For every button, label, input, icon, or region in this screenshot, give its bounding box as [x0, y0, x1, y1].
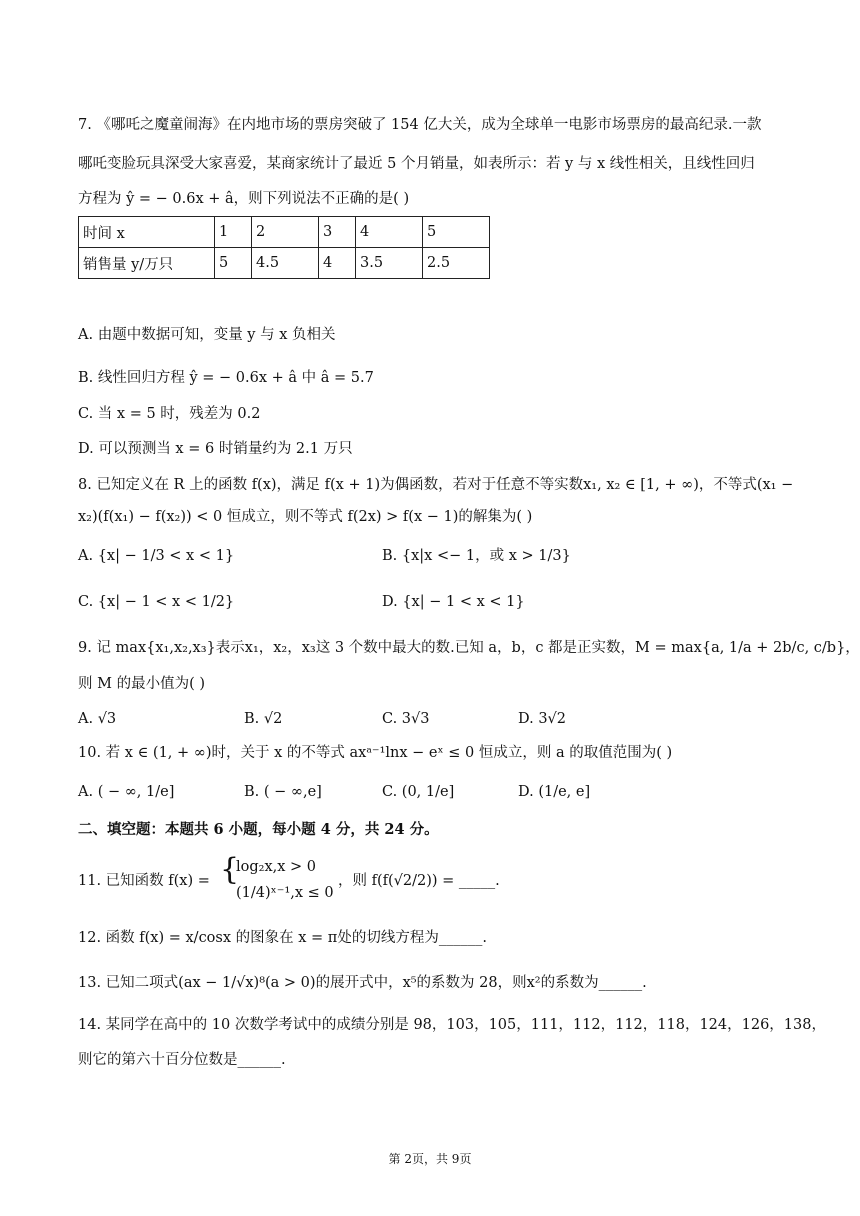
q7-option-a: A. 由题中数据可知，变量 y 与 x 负相关 [78, 327, 336, 343]
table-cell: 1 [215, 217, 252, 248]
q9-option-b: B. √2 [244, 711, 283, 727]
q7-option-d: D. 可以预测当 x = 6 时销量约为 2.1 万只 [78, 441, 353, 457]
q11-suffix: ，则 f(f(√2/2)) = _____. [338, 873, 500, 889]
q13-text: 13. 已知二项式(ax − 1/√x)⁸(a > 0)的展开式中，x⁵的系数为 28，则x²的系数为______. [78, 975, 647, 991]
q9-line2: 则 M 的最小值为( ) [78, 676, 205, 692]
q10-option-c: C. (0, 1/e] [382, 784, 455, 800]
q9-line1: 9. 记 max{x₁,x₂,x₃}表示x₁，x₂，x₃这 3 个数中最大的数.已知 a，b，c 都是正实数，M = max{a, 1/a + 2b/c, c/b}， [78, 640, 860, 656]
table-cell: 时间 x [79, 217, 215, 248]
table-cell: 3.5 [356, 248, 423, 279]
table-cell: 4.5 [252, 248, 319, 279]
q14-line1: 14. 某同学在高中的 10 次数学考试中的成绩分别是 98，103，105，111，112，112，118，124，126，138， [78, 1017, 826, 1033]
page-footer: 第 2页，共 9页 [388, 1152, 472, 1166]
q8-option-a: A. {x| − 1/3 < x < 1} [78, 548, 235, 564]
q7-line3: 方程为 ŷ = − 0.6x + â，则下列说法不正确的是( ) [78, 191, 410, 207]
table-cell: 2 [252, 217, 319, 248]
q12-text: 12. 函数 f(x) = x/cosx 的图象在 x = π处的切线方程为______. [78, 930, 487, 946]
table-cell: 2.5 [423, 248, 490, 279]
q10-option-d: D. (1/e, e] [518, 784, 591, 800]
table-cell: 4 [319, 248, 356, 279]
q10-option-b: B. ( − ∞,e] [244, 784, 322, 800]
table-row [79, 217, 490, 248]
q7-line2: 哪吒变脸玩具深受大家喜爱，某商家统计了最近 5 个月销量，如表所示：若 y 与 x 线性相关，且线性回归 [78, 156, 755, 172]
table-cell: 4 [356, 217, 423, 248]
q10-line1: 10. 若 x ∈ (1, + ∞)时，关于 x 的不等式 axᵃ⁻¹lnx − eˣ ≤ 0 恒成立，则 a 的取值范围为( ) [78, 745, 673, 761]
q9-option-c: C. 3√3 [382, 711, 430, 727]
q8-option-d: D. {x| − 1 < x < 1} [382, 594, 525, 610]
section-heading: 二、填空题：本题共 6 小题，每小题 4 分，共 24 分。 [78, 821, 439, 838]
q7-option-b: B. 线性回归方程 ŷ = − 0.6x + â 中 â = 5.7 [78, 370, 374, 386]
q7-line1: 7. 《哪吒之魔童闹海》在内地市场的票房突破了 154 亿大关，成为全球单一电影市场票房的最高纪录.一款 [78, 117, 762, 133]
q8-option-b: B. {x|x <− 1，或 x > 1/3} [382, 548, 571, 564]
table-cell: 3 [319, 217, 356, 248]
sales-table [78, 216, 490, 279]
q7-option-c: C. 当 x = 5 时，残差为 0.2 [78, 406, 261, 422]
q8-line1: 8. 已知定义在 R 上的函数 f(x)，满足 f(x + 1)为偶函数，若对于任意不等实数x₁, x₂ ∈ [1, + ∞)，不等式(x₁ − [78, 477, 794, 493]
q11-case2: (1/4)ˣ⁻¹,x ≤ 0 [236, 885, 334, 901]
q8-option-c: C. {x| − 1 < x < 1/2} [78, 594, 235, 610]
q9-option-a: A. √3 [78, 711, 117, 727]
brace-symbol: { [220, 852, 240, 887]
table-row [79, 248, 490, 279]
table-cell: 销售量 y/万只 [79, 248, 215, 279]
q9-option-d: D. 3√2 [518, 711, 567, 727]
table-cell: 5 [215, 248, 252, 279]
q8-line2: x₂)(f(x₁) − f(x₂)) < 0 恒成立，则不等式 f(2x) > f(x − 1)的解集为( ) [78, 509, 533, 525]
q14-line2: 则它的第六十百分位数是______. [78, 1052, 286, 1068]
q10-option-a: A. ( − ∞, 1/e] [78, 784, 175, 800]
q11-case1: log₂x,x > 0 [236, 859, 317, 875]
table-cell: 5 [423, 217, 490, 248]
q11-prefix: 11. 已知函数 f(x) = [78, 873, 210, 889]
